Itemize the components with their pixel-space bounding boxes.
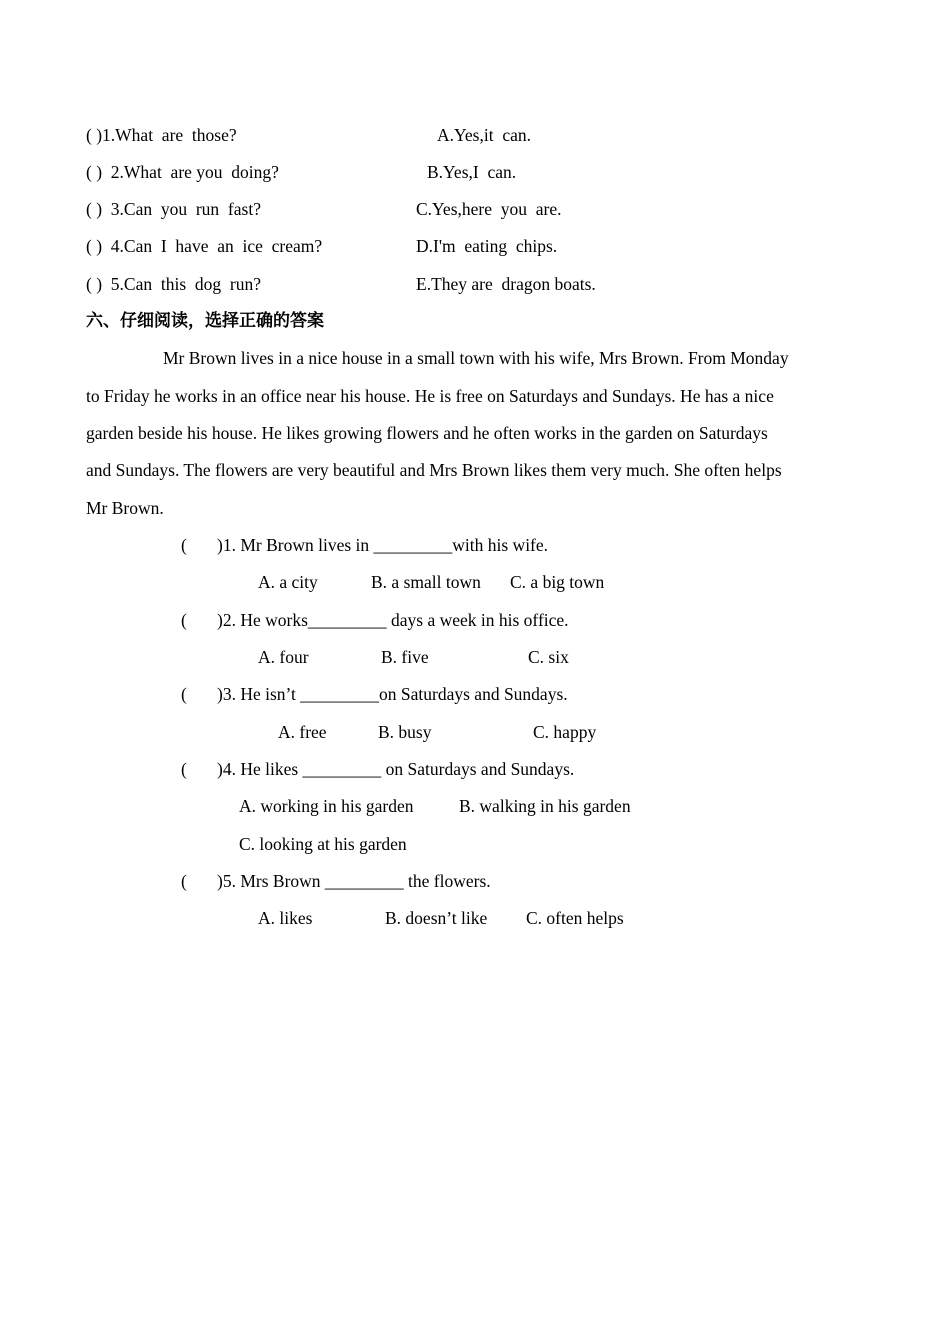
- question-stem: )3. He isn’t _________on Saturdays and Sundays.: [217, 684, 568, 704]
- match-question-3: ( ) 3.Can you run fast?: [86, 199, 261, 219]
- passage-line: garden beside his house. He likes growing flowers and he often works in the garden on Saturdays: [86, 423, 768, 443]
- passage-line: to Friday he works in an office near his house. He is free on Saturdays and Sundays. He has a nice: [86, 386, 774, 406]
- question-stem: )4. He likes _________ on Saturdays and Sundays.: [217, 759, 575, 779]
- match-answer-a: A.Yes,it can.: [437, 125, 531, 145]
- option-a: A. a city: [258, 572, 318, 592]
- question-stem: )5. Mrs Brown _________ the flowers.: [217, 871, 491, 891]
- match-answer-d: D.I'm eating chips.: [416, 236, 558, 256]
- question-stem: )2. He works_________ days a week in his office.: [217, 610, 569, 630]
- passage-line: Mr Brown.: [86, 498, 164, 518]
- option-c: C. happy: [533, 722, 597, 742]
- option-c: C. a big town: [510, 572, 605, 592]
- passage-line: and Sundays. The flowers are very beautiful and Mrs Brown likes them very much. She often helps: [86, 460, 782, 480]
- question-stem: )1. Mr Brown lives in _________with his wife.: [217, 535, 549, 555]
- section-heading: 六、仔细阅读，选择正确的答案: [86, 311, 324, 331]
- option-b: B. busy: [378, 722, 432, 742]
- option-a: A. likes: [258, 908, 313, 928]
- match-answer-e: E.They are dragon boats.: [416, 274, 596, 294]
- passage-line: Mr Brown lives in a nice house in a small town with his wife, Mrs Brown. From Monday: [163, 348, 789, 368]
- match-answer-c: C.Yes,here you are.: [416, 199, 562, 219]
- option-a: A. four: [258, 647, 309, 667]
- option-b: B. five: [381, 647, 429, 667]
- option-b: B. walking in his garden: [459, 796, 631, 816]
- answer-paren: (: [181, 535, 187, 555]
- match-question-1: ( )1.What are those?: [86, 125, 237, 145]
- option-b: B. doesn’t like: [385, 908, 488, 928]
- option-c: C. six: [528, 647, 569, 667]
- answer-paren: (: [181, 759, 187, 779]
- match-question-5: ( ) 5.Can this dog run?: [86, 274, 261, 294]
- option-c: C. looking at his garden: [239, 834, 407, 854]
- answer-paren: (: [181, 684, 187, 704]
- option-a: A. working in his garden: [239, 796, 414, 816]
- option-b: B. a small town: [371, 572, 481, 592]
- answer-paren: (: [181, 871, 187, 891]
- match-question-2: ( ) 2.What are you doing?: [86, 162, 279, 182]
- option-a: A. free: [278, 722, 327, 742]
- option-c: C. often helps: [526, 908, 624, 928]
- answer-paren: (: [181, 610, 187, 630]
- match-answer-b: B.Yes,I can.: [427, 162, 517, 182]
- match-question-4: ( ) 4.Can I have an ice cream?: [86, 236, 323, 256]
